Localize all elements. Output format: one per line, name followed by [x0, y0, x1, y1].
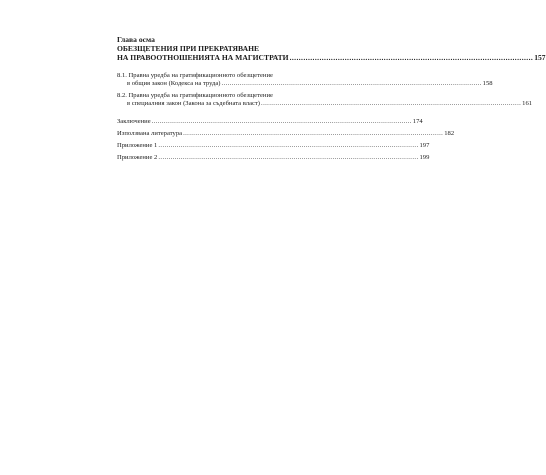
dot-leader: ...............................................................................................................................	[221, 80, 482, 88]
toc-entry-literature-page: 182	[444, 130, 455, 137]
toc-entry-8-1	[117, 72, 493, 88]
chapter-title-line2	[117, 53, 546, 62]
table-of-contents	[117, 35, 546, 161]
toc-entry-appendix-2	[117, 154, 430, 162]
toc-entry-8-2-page: 161	[522, 100, 533, 108]
chapter-title-line2-text: НА ПРАВООТНОШЕНИЯТА НА МАГИСТРАТИ	[117, 53, 289, 62]
dot-leader: ...............................................................................................................................	[158, 142, 419, 149]
toc-entry-appendix-2-text: Приложение 2	[117, 154, 158, 161]
toc-entry-8-1-line1: 8.1. Правна уредба на гратификационното обезщетение	[117, 72, 273, 79]
dot-leader: ...............................................................................................................................	[151, 118, 412, 125]
toc-entry-appendix-2-page: 199	[419, 154, 430, 161]
toc-entry-literature	[117, 130, 455, 138]
chapter-page-number: 157	[534, 53, 546, 62]
toc-entry-8-2	[117, 92, 533, 108]
toc-entry-8-2-line2-text: в специалния закон (Закона за съдебната власт)	[127, 100, 261, 108]
chapter-label: Глава осма	[117, 35, 155, 44]
toc-entry-appendix-1-text: Приложение 1	[117, 142, 158, 149]
toc-entry-conclusion-page: 174	[412, 118, 423, 125]
dot-leader: ...............................................................................................................................	[261, 100, 522, 108]
toc-entry-8-1-line2	[117, 80, 493, 88]
toc-entry-conclusion-text: Заключение	[117, 118, 151, 125]
toc-entry-appendix-1	[117, 142, 430, 150]
toc-entry-8-2-line1: 8.2. Правна уредба на гратификационното обезщетение	[117, 92, 273, 99]
chapter-title-line1: ОБЕЗЩЕТЕНИЯ ПРИ ПРЕКРАТЯВАНЕ	[117, 44, 260, 53]
toc-entry-conclusion	[117, 118, 423, 126]
dot-leader: ...............................................................................................................................	[158, 154, 419, 161]
dot-leader: ..........................................................................................................	[289, 53, 534, 62]
toc-entry-8-2-line2	[117, 100, 533, 108]
toc-entry-appendix-1-page: 197	[419, 142, 430, 149]
toc-entry-8-1-line2-text: в общия закон (Кодекса на труда)	[127, 80, 221, 88]
toc-entry-8-1-page: 158	[482, 80, 493, 88]
dot-leader: ...............................................................................................................................	[183, 130, 444, 137]
toc-entry-literature-text: Използвана литература	[117, 130, 183, 137]
